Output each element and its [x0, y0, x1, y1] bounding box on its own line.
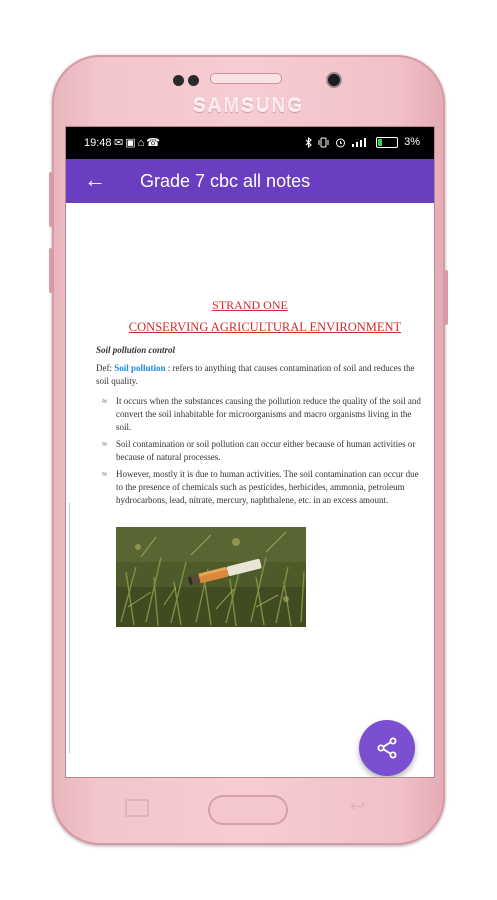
power-button [444, 270, 448, 325]
sensor-dot [173, 75, 184, 86]
list-item: ≈ However, mostly it is due to human activities. The soil contamination can occur due to the presence of chemicals such as pesticides, herbicides, ammonia, petroleum hydrocarbons, lead, nitrate, mercury, naphthalene, etc. in an excess amount. [102, 468, 422, 507]
definition-prefix: Def: [96, 363, 115, 373]
section-heading: CONSERVING AGRICULTURAL ENVIRONMENT [128, 320, 402, 334]
list-item: ≈ It occurs when the substances causing the pollution reduce the quality of the soil and convert the soil inhabitable for microorganisms and macro organisms living in the soil. [102, 395, 422, 434]
home-button[interactable] [208, 795, 288, 825]
arrow-back-icon[interactable]: ← [84, 167, 106, 192]
bullet-list [102, 395, 422, 511]
share-button[interactable] [359, 720, 415, 776]
recent-apps-button[interactable] [125, 799, 149, 817]
screen [66, 127, 434, 777]
definition-text: : refers to anything that causes contamination of soil and reduces the soil quality. [96, 363, 415, 386]
definition-term: Soil pollution [114, 363, 166, 373]
cigarette-butt-in-grass-photo [116, 527, 306, 627]
brand-logo: SAMSUNG [192, 96, 305, 117]
list-item: ≈ Soil contamination or soil pollution can occur either because of human activities or because of natural processes. [102, 438, 422, 464]
volume-button [49, 172, 53, 227]
alarm-icon [335, 137, 346, 148]
signal-icon [352, 137, 370, 147]
notification-icons: ✉▣⌂☎ [114, 137, 162, 149]
strand-title: STRAND ONE [212, 298, 288, 312]
front-camera [326, 72, 342, 88]
vibrate-icon [318, 137, 329, 148]
definition-paragraph [96, 362, 426, 388]
share-icon [375, 736, 399, 760]
battery-icon [376, 137, 398, 148]
back-nav-icon[interactable]: ↩ [350, 796, 366, 816]
bixby-button [49, 248, 53, 293]
page-edge [69, 503, 70, 753]
status-bar [66, 127, 434, 159]
status-time: 19:48 [84, 137, 112, 149]
battery-percent: 3% [404, 136, 420, 148]
earpiece-speaker [210, 73, 282, 84]
bluetooth-icon [305, 137, 312, 148]
page-title: Grade 7 cbc all notes [140, 171, 311, 191]
app-bar [66, 159, 434, 203]
document-viewer[interactable] [66, 203, 434, 777]
subheading: Soil pollution control [96, 345, 176, 355]
sensor-dot [188, 75, 199, 86]
status-right-group [305, 136, 420, 148]
